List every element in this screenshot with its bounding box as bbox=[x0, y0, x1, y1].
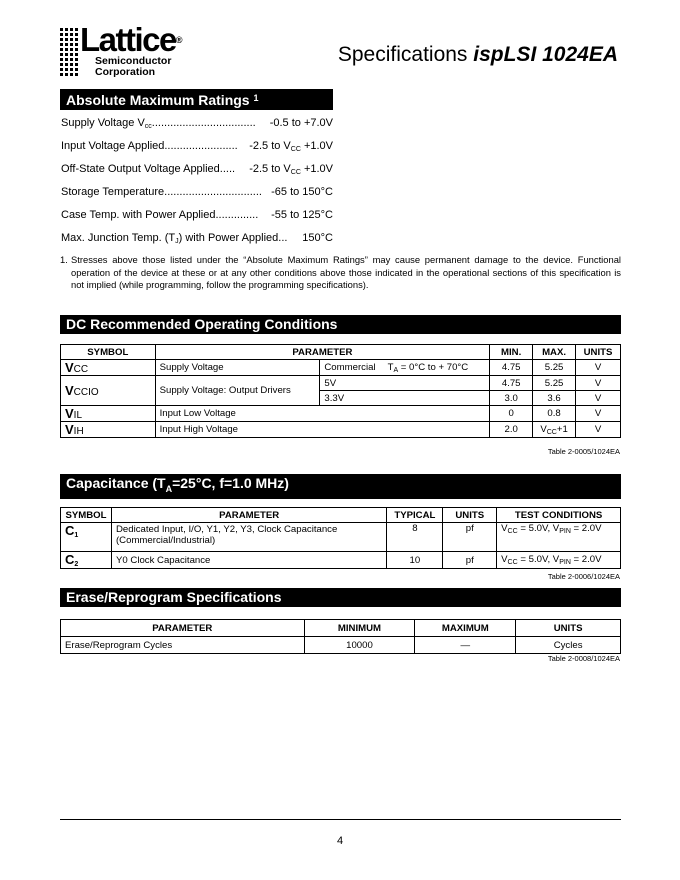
amr-item: Supply Voltage $V_{cc}$ .................................. -0.5 to +7.0V bbox=[61, 117, 333, 130]
page-number: 4 bbox=[336, 835, 344, 847]
dc-table bbox=[60, 344, 621, 438]
amr-item: Storage Temperature ................................ -65 to 150°C bbox=[61, 186, 333, 198]
table-row: Erase/Reprogram Cycles 10000 — Cycles bbox=[61, 637, 621, 654]
table-row: 3.3V 3.0 3.6 V bbox=[61, 391, 621, 406]
table-header-row: SYMBOL PARAMETER TYPICAL UNITS TEST CONDITIONS bbox=[61, 508, 621, 523]
section-title-capacitance: Capacitance ($T_A=25^\circ C$, f=1.0 MHz) bbox=[60, 474, 621, 499]
table-header-row: SYMBOL PARAMETER MIN. MAX. UNITS bbox=[61, 345, 621, 360]
section-title-erase: Erase/Reprogram Specifications bbox=[60, 588, 621, 607]
amr-item: Input Voltage Applied ........................ -2.5 to $V_{CC} +1.0V$ bbox=[61, 140, 333, 153]
section-title-dc: DC Recommended Operating Conditions bbox=[60, 315, 621, 334]
table-reference: Table 2-0005/1024EA bbox=[547, 447, 620, 456]
amr-item: Case Temp. with Power Applied .............. -55 to 125°C bbox=[61, 209, 333, 221]
table-row: VIH Input High Voltage 2.0 $V_{CC}+1$ V bbox=[61, 422, 621, 438]
section-title-abs-max: Absolute Maximum Ratings $^1$ bbox=[60, 89, 333, 110]
amr-footnote: 1. Stresses above those listed under the “Absolute Maximum Ratings” may cause permanent damage to the device. Functional operation of the device at these or at any other conditions above those indicated in the operational sections of this specification is not implied (while programming, follow the programming specifications). bbox=[60, 254, 621, 290]
footer-divider bbox=[60, 819, 621, 820]
logo-subtitle: Semiconductor Corporation bbox=[95, 55, 172, 78]
logo-wordmark: Lattice® bbox=[80, 21, 182, 58]
erase-table bbox=[60, 619, 621, 654]
capacitance-table bbox=[60, 507, 621, 569]
table-reference: Table 2-0008/1024EA bbox=[547, 654, 620, 663]
table-row: $C_1$ Dedicated Input, I/O, Y1, Y2, Y3, Clock Capacitance (Commercial/Industrial) 8 pf $V_{CC} = 5.0V$, $V_{PIN} = 2.0V$ bbox=[61, 523, 621, 552]
table-row: VIL Input Low Voltage 0 0.8 V bbox=[61, 406, 621, 422]
page-title: Specifications ispLSI 1024EA bbox=[337, 43, 618, 66]
table-row: VCC Supply Voltage Commercial $T_A = 0^\circ C$ to + 70°C 4.75 5.25 V bbox=[61, 360, 621, 376]
table-row: $C_2$ Y0 Clock Capacitance 10 pf $V_{CC} = 5.0V$, $V_{PIN} = 2.0V$ bbox=[61, 552, 621, 569]
table-reference: Table 2-0006/1024EA bbox=[547, 572, 620, 581]
table-header-row: PARAMETER MINIMUM MAXIMUM UNITS bbox=[61, 620, 621, 637]
table-row: VCCIO Supply Voltage: Output Drivers 5V 4.75 5.25 V bbox=[61, 376, 621, 391]
amr-item: Off-State Output Voltage Applied ..... -2.5 to $V_{CC} +1.0V$ bbox=[61, 163, 333, 176]
lattice-logo-dots-icon bbox=[60, 28, 80, 76]
amr-item: Max. Junction Temp. $(T_J)$ with Power Applied ... 150°C bbox=[61, 232, 333, 245]
